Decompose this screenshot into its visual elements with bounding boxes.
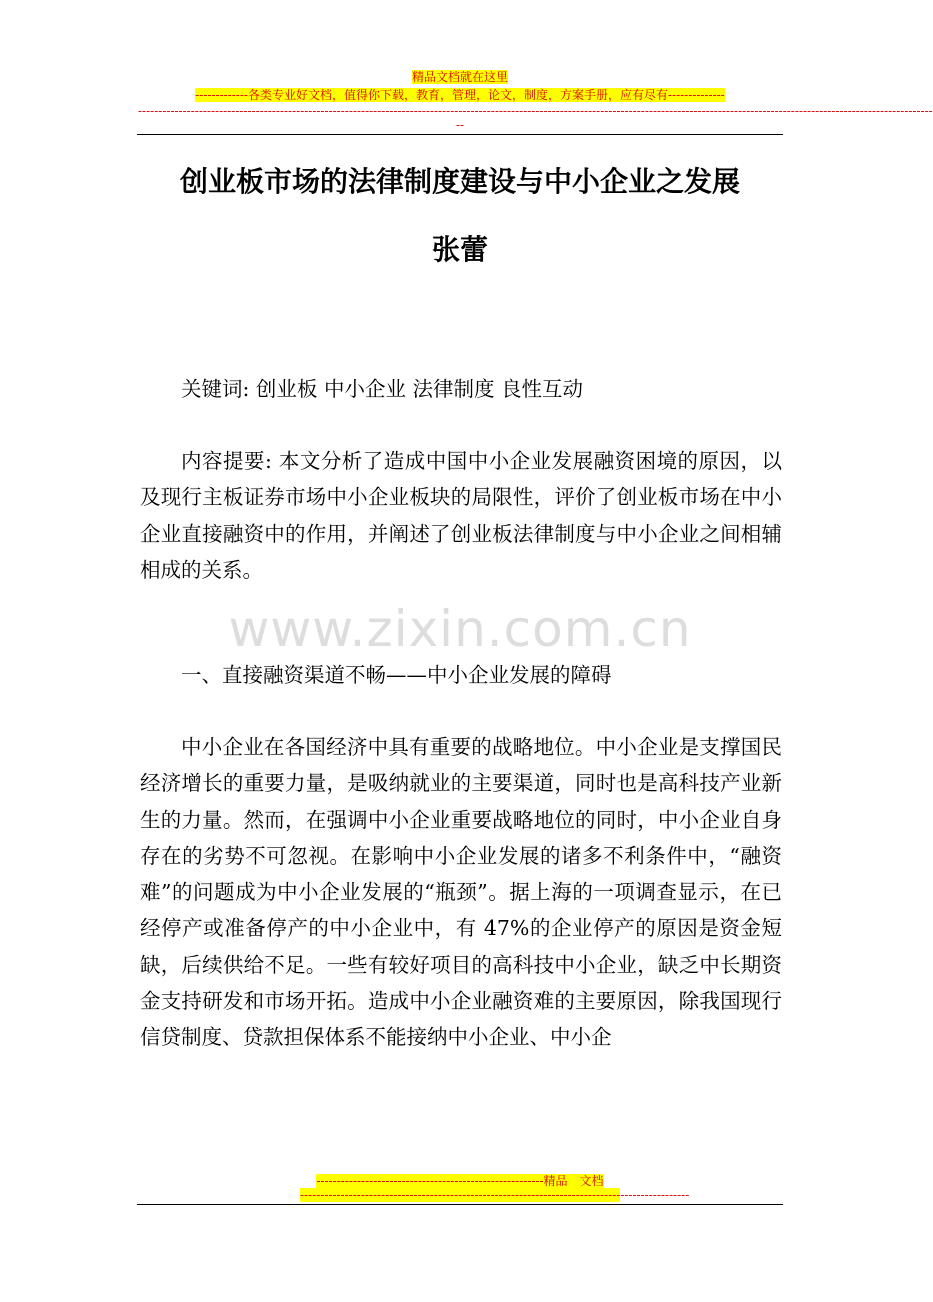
header-dash-line: ---------------------------------------------------------------------------------------------------------------------------------------------------------------------------------------------------- — [138, 104, 933, 118]
section-heading: 一、直接融资渠道不畅——中小企业发展的障碍 — [181, 663, 612, 687]
header-rule — [137, 134, 783, 135]
document-author: 张蕾 — [431, 233, 488, 266]
header-banner: -------------各类专业好文档，值得你下载，教育，管理，论文，制度，方案手册，应有尽有-------------- — [195, 88, 725, 102]
keywords-line: 关键词: 创业板 中小企业 法律制度 良性互动 — [181, 377, 583, 401]
body-paragraph: 中小企业在各国经济中具有重要的战略地位。中小企业是支撑国民经济增长的重要力量，是吸纳就业的主要渠道，同时也是高科技产业新生的力量。然而，在强调中小企业重要战略地位的同时，中小企业自身存在的劣势不可忽视。在影响中小企业发展的诸多不利条件中，“融资难”的问题成为中小企业发展的“瓶颈”。据上海的一项调查显示，在已经停产或准备停产的中小企业中，有 47%的企业停产的原因是资金短缺，后续供给不足。一些有较好项目的高科技中小企业，缺乏中长期资金支持研发和市场开拓。造成中小企业融资难的主要原因，除我国现行信贷制度、贷款担保体系不能接纳中小企业、中小企 — [140, 735, 782, 1050]
header-dash-tail: -- — [455, 118, 465, 132]
abstract-paragraph: 内容提要: 本文分析了造成中国中小企业发展融资困境的原因，以及现行主板证券市场中小企业板块的局限性，评价了创业板市场在中小企业直接融资中的作用，并阐述了创业板法律制度与中小企业之间相辅相成的关系。 — [140, 449, 782, 582]
document-title: 创业板市场的法律制度建设与中小企业之发展 — [179, 165, 740, 198]
footer-rule — [137, 1204, 783, 1205]
footer-dash-line: ------------------------------------------------------------------------------------------------ — [300, 1188, 690, 1202]
watermark-text: www.zixin.com.cn — [228, 600, 692, 658]
header-top-label: 精品文档就在这里 — [411, 70, 508, 84]
footer-label: --------------------------------------------------------精品 文档 — [316, 1174, 604, 1188]
